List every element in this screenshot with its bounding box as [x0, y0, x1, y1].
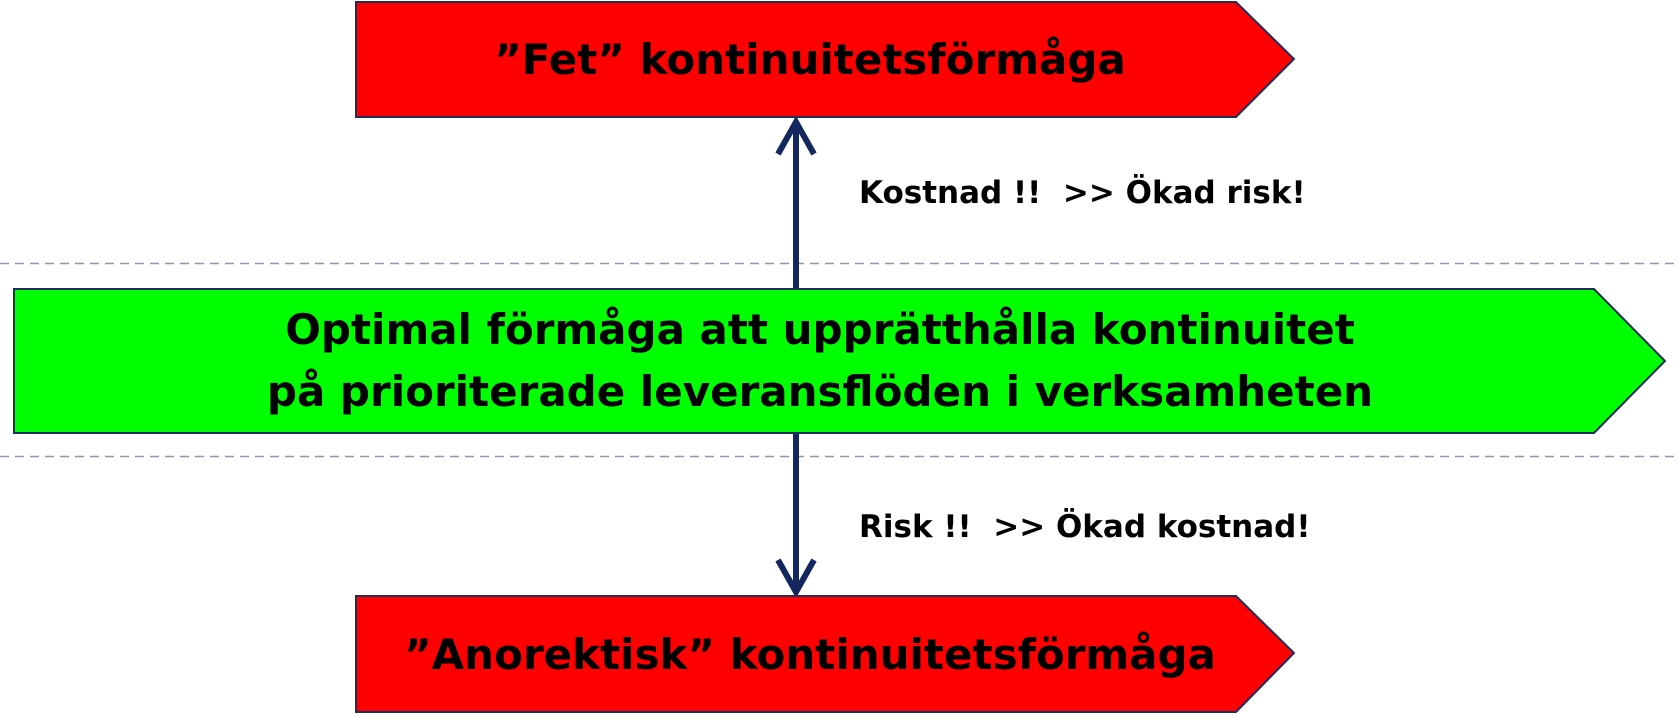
bottom-pentagon-box — [356, 596, 1294, 712]
top-pentagon-box — [356, 2, 1294, 117]
top-box-label: ”Fet” kontinuitetsförmåga — [494, 35, 1126, 84]
bottom-box-label: ”Anorektisk” kontinuitetsförmåga — [404, 630, 1216, 679]
middle-pentagon-box — [14, 289, 1665, 433]
middle-box-line1: Optimal förmåga att upprätthålla kontinuitet — [285, 305, 1355, 354]
middle-box-line2: på prioriterade leveransflöden i verksamheten — [266, 367, 1374, 416]
lower-arrow-label: Risk !! >> Ökad kostnad! — [859, 509, 1311, 545]
upper-arrow-label: Kostnad !! >> Ökad risk! — [859, 175, 1306, 211]
